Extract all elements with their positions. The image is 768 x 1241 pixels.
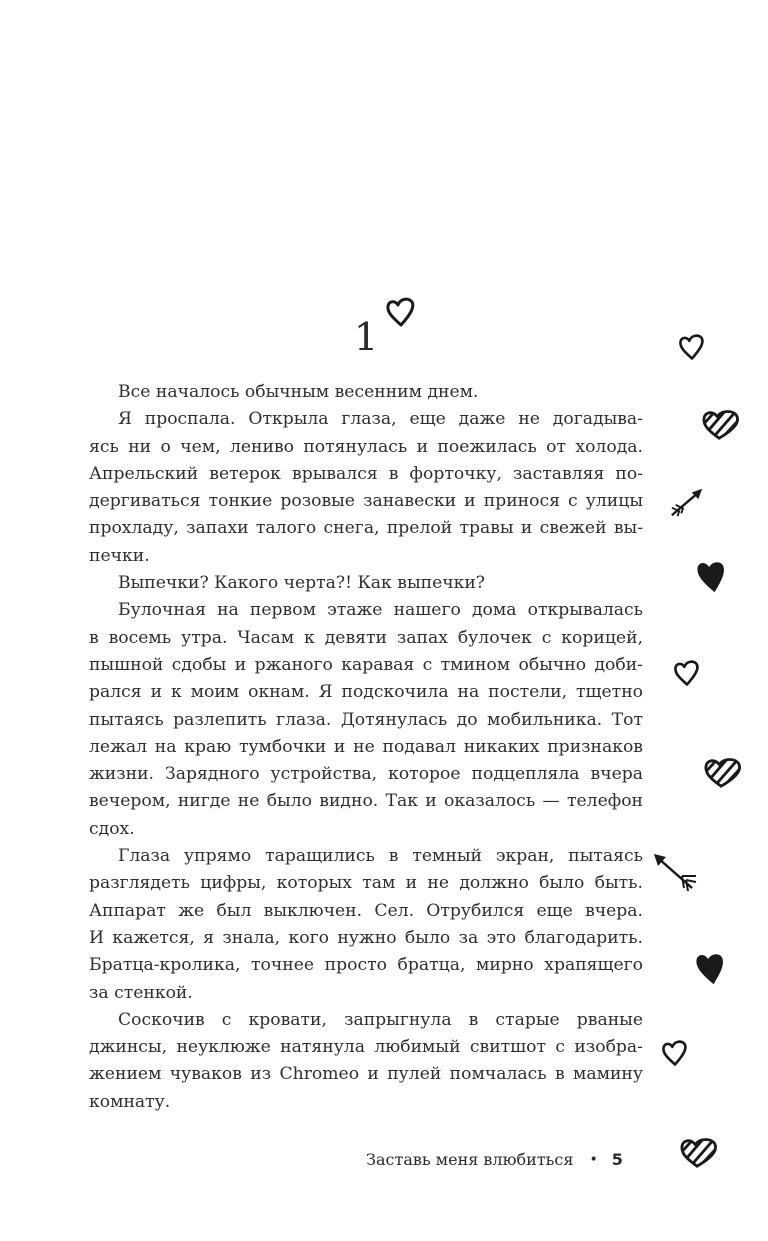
heart-striped-icon bbox=[702, 755, 744, 789]
book-title: Заставь меня влюбиться bbox=[366, 1150, 574, 1169]
text-line: Все началось обычным весенним днем. bbox=[118, 382, 479, 402]
text-line: за стенкой. bbox=[89, 982, 193, 1003]
text-line: Глаза упрямо таращились в темный экран, пытаясь bbox=[118, 846, 643, 867]
text-line: Братца-кролика, точнее просто братца, мирно храпящего bbox=[89, 955, 643, 976]
text-line: рался и к моим окнам. Я подскочила на постели, тщетно bbox=[89, 682, 643, 703]
text-line: печки. bbox=[89, 545, 150, 566]
running-footer bbox=[366, 1150, 623, 1169]
text-line: Соскочив с кровати, запрыгнула в старые рваные bbox=[118, 1009, 643, 1030]
text-line: жением чуваков из Chromeo и пулей помчалась в мамину bbox=[89, 1064, 643, 1085]
text-line: Аппарат же был выключен. Сел. Отрубился еще вчера. bbox=[89, 900, 643, 921]
text-line: комнату. bbox=[89, 1091, 171, 1112]
text-line: ясь ни о чем, лениво потянулась и поежилась от холода. bbox=[89, 436, 643, 457]
heart-filled-icon bbox=[693, 556, 729, 596]
text-line: вечером, нигде не было видно. Так и оказалось — телефон bbox=[89, 791, 643, 812]
text-line: лежал на краю тумбочки и не подавал никаких признаков bbox=[89, 736, 643, 757]
text-line: Булочная на первом этаже нашего дома открывалась bbox=[118, 600, 643, 621]
text-line: джинсы, неуклюже натянула любимый свитшот с изобра- bbox=[89, 1037, 643, 1058]
chapter-number: 1 bbox=[354, 315, 379, 359]
heart-outline-icon bbox=[384, 295, 418, 329]
text-line: Выпечки? Какого черта?! Как выпечки? bbox=[118, 573, 486, 594]
heart-outline-icon bbox=[677, 332, 707, 362]
heart-striped-icon bbox=[700, 407, 742, 441]
text-line: Я проспала. Открыла глаза, еще даже не догадыва- bbox=[118, 409, 643, 430]
text-line: в восемь утра. Часам к девяти запах булочек с корицей, bbox=[89, 627, 643, 648]
text-line: Апрельский ветерок врывался в форточку, заставляя по- bbox=[89, 463, 643, 484]
page-number: 5 bbox=[611, 1150, 623, 1169]
heart-outline-icon bbox=[660, 1038, 690, 1068]
text-line: пышной сдобы и ржаного каравая с тмином обычно доби- bbox=[89, 654, 643, 675]
arrow-left-icon bbox=[652, 852, 698, 892]
text-line: жизни. Зарядного устройства, которое подцепляла вчера bbox=[89, 764, 643, 785]
text-line: сдох. bbox=[89, 818, 135, 839]
heart-filled-icon bbox=[692, 948, 728, 988]
text-line: разглядеть цифры, которых там и не должно было быть. bbox=[89, 873, 643, 894]
heart-striped-icon bbox=[678, 1135, 720, 1169]
separator-dot: • bbox=[589, 1151, 598, 1168]
text-line: пытаясь разлепить глаза. Дотянулась до мобильника. Тот bbox=[89, 709, 643, 730]
body-text bbox=[89, 379, 643, 1116]
text-line: дергиваться тонкие розовые занавески и принося с улицы bbox=[89, 491, 643, 512]
text-line: прохладу, запахи талого снега, прелой травы и свежей вы- bbox=[89, 518, 643, 539]
heart-outline-icon bbox=[672, 658, 702, 688]
text-line: И кажется, я знала, кого нужно было за это благодарить. bbox=[89, 927, 643, 948]
arrow-icon bbox=[668, 485, 706, 519]
